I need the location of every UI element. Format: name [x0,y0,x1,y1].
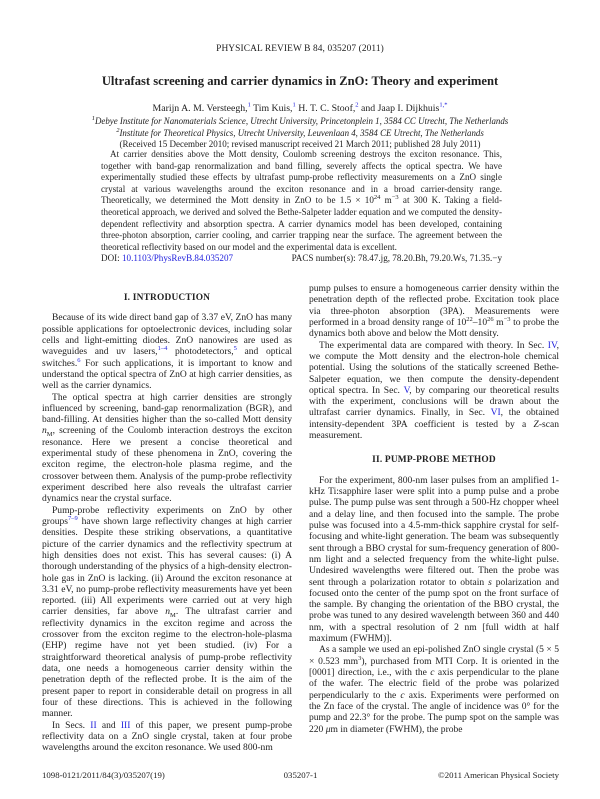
author-affiliation-link[interactable]: 1 [247,101,251,109]
text-run: of this paper, we present pump-probe reflectivity data on a ZnO single crystal, taken at four probe wavelengths around the exciton resonance. We used 800-nm [42,719,292,754]
text-run: For such applications, it is important to know and understand the optical spectra of ZnO at high carrier densities, as well as the carrier dynamics. [42,357,292,392]
subscript: M [170,612,176,620]
paragraph [42,720,292,754]
text-run: Pump-probe reflectivity experiments on ZnO by other groups [42,504,292,527]
doi-label: DOI: [101,253,120,263]
author-affiliation-link[interactable]: 2 [355,101,359,109]
paragraph [309,644,559,735]
italic-symbol: c [430,667,435,678]
superscript: 26 [487,315,494,323]
right-paragraphs-before [309,283,559,441]
text-run: The experimental data are compared with theory. In Sec. [319,339,548,351]
text-run: , by comparing our theoretical results with the experiment, conclusions will be drawn about the ultrafast carrier dynamics. Finally, in Sec. [309,384,559,419]
text-run: at 300 K. Taking a field-theoretical approach, we derived and solved the Bethe-Salpeter ladder equation and we computed the density-dependent reflectivity and absorption spectra. A carrier dynamics model has been developed, containing three-photon absorption, carrier cooling, and carrier trapping near the surface. The agreement between the theoretical reflectivity based on our model and the experimental data is excellent. [101,195,502,252]
paragraph [42,392,292,505]
text-run: , we compute the Mott density and the electron-hole chemical potential. Using the solutions of the statically screened Bethe-Salpeter equation, we then compute the density-dependent optical spectra. In Sec. [309,339,559,396]
text-run: At carrier densities above the Mott density, Coulomb screening destroys the exciton resonance. This, together with band-gap renormalization and band filling, severely affects the optical spectra. We have experimentally studied these effects by ultrafast pump-probe reflectivity measurements on a ZnO single crystal at various wavelengths around the exciton resonance and in a broad carrier-density range. Theoretically, we determined the Mott density in ZnO to be 1.5 × 10 [101,149,502,206]
page-footer [42,770,559,780]
affiliation-text: Institute for Theoretical Physics, Utrecht University, Leuvenlaan 4, 3584 CE Utrecht, The Netherlands [119,128,484,138]
text-run: In Secs. [52,719,91,731]
text-run: For the experiment, 800-nm laser pulses from an amplified 1-kHz Ti:sapphire laser were split into a pump pulse and a probe pulse. The pump pulse was sent through a 500-Hz chopper wheel and a delay line, and then focused into the sample. The probe pulse was focused into a 4.5-mm-thick sapphire crystal for self-focusing and white-light generation. The beam was subsequently sent through a BBO crystal for sum-frequency generation of 800-nm light and a selected frequency from the white-light pulse. Undesired wavelengths were filtered out. Then the probe was sent through a polarization rotator to obtain [309,474,560,588]
page-number: 035207-1 [283,770,318,780]
superscript: 3 [358,654,362,662]
section-heading-introduction: I. INTRODUCTION [123,293,211,303]
author-list [0,103,600,114]
superscript: 24 [373,194,381,202]
paragraph [309,283,559,340]
text-run: , screening of the Coulomb interaction destroys the exciton resonance. Here we present a concise theoretical and experimental study of these phenomena in ZnO, covering the exciton regime, the electron-hole plasma regime, and the crossover between them. Analysis of the pump-probe reflectivity experiment described here also reveals the ultrafast carrier dynamics near the crystal surface. [42,425,292,505]
text-run: -scan measurement. [309,418,559,442]
affiliation-number: 1 [91,115,96,123]
affiliation-1 [0,116,600,126]
section-link[interactable]: VI [490,407,501,419]
paragraph [42,505,292,720]
italic-symbol: μ [325,723,331,735]
footer-issn: 1098-0121/2011/84(3)/035207(19) [42,770,165,780]
text-run: axis. Experiments were performed on the Zn face of the crystal. The angle of incidence was 0° for the pump and 22.3° for the probe. The pump spot on the sample was 220 [309,689,559,735]
pacs-numbers: PACS number(s): 78.47.jg, 78.20.Bh, 79.20.Ws, 71.35.−y [291,253,502,263]
doi-link[interactable]: 10.1103/PhysRevB.84.035207 [121,253,234,263]
text-run: Because of its wide direct band gap of 3.37 eV, ZnO has many possible applications for optoelectronic devices, including solar cells and light-emitting diodes. ZnO nanowires are used as waveguides and uv lasers, [42,312,292,358]
paragraph [309,475,559,645]
section-link[interactable]: II [90,719,97,731]
text-run: axis perpendicular to the plane of the wafer. The electric field of the probe was polarized perpendicularly to the [309,667,560,701]
text-run: m [380,195,392,206]
paper-title: Ultrafast screening and carrier dynamics in ZnO: Theory and experiment [101,74,499,88]
author-name: Marijn A. M. Versteegh, [152,103,248,114]
text-run: and [96,719,121,731]
author-affiliation-link[interactable]: 1 [292,101,296,109]
right-column [309,283,559,735]
italic-symbol: s [488,576,492,588]
reference-link[interactable]: 1–4 [157,345,168,353]
superscript: 22 [466,315,473,323]
text-run: m in diameter (FWHM), the probe [330,723,463,735]
italic-symbol: c [400,689,405,701]
author-affiliation-link[interactable]: 1,* [439,101,448,109]
section-link[interactable]: III [120,719,131,731]
paragraph [309,340,559,442]
left-paragraphs [42,312,292,753]
reference-link[interactable]: 6 [77,356,81,364]
text-run: to probe the dynamics both above and below the Mott density. [309,316,559,340]
received-dates: (Received 15 December 2010; revised manuscript received 21 March 2011; published 28 July 2011) [119,139,481,149]
author-name: and Jaap I. Dijkhuis [358,103,440,114]
reference-link[interactable]: 5 [233,345,237,353]
text-run: The optical spectra at high carrier densities are strongly influenced by screening, band-gap renormalization (BGR), and band-filling. At densities higher than the so-called Mott density [42,391,292,426]
affiliation-number: 2 [116,127,120,135]
affiliation-text: Debye Institute for Nanomaterials Science, Utrecht University, Princetonplein 1, 3584 CC Utrecht, The Netherlands [95,116,509,126]
superscript: −3 [503,315,511,323]
author-name: Tim Kuis, [250,103,293,114]
author-name: H. T. C. Stoof, [295,103,356,114]
affiliation-2 [0,128,600,138]
abstract [101,149,502,253]
text-run: As a sample we used an epi-polished ZnO single crystal (5 × 5 × 0.523 mm [309,644,559,667]
italic-symbol: n [165,606,171,618]
text-run: –10 [472,316,488,328]
text-run: photodetectors, [167,346,234,358]
text-run: ), purchased from MTI Corp. It is oriented in the [0001] direction, i.e., with the [309,655,559,678]
text-run: have shown large reflectivity changes at high carrier densities. Despite these striking observations, a quantitative picture of the carrier dynamics and the reflectivity spectrum at high densities does not exist. This has several causes: (i) A thorough understanding of the physics of a high-density electron-hole gas in ZnO is lacking. (ii) Around the exciton resonance at 3.31 eV, no pump-probe reflectivity measurements have yet been reported. (iii) All experiments were carried out at very high carrier densities, far above [42,515,292,618]
text-run: and optical switches. [42,346,292,369]
paragraph [42,312,292,391]
text-run: , the obtained intensity-dependent 3PA coefficient is tested by a [309,407,559,430]
section-link[interactable]: V [403,384,410,396]
italic-symbol: Z [533,418,539,430]
text-run: . The ultrafast carrier and reflectivity dynamics in the exciton regime and across the crossover from the exciton regime to the electron-hole-plasma (EHP) regime have not yet been studied. (iv) For a straightforward theoretical analysis of pump-probe reflectivity data, one needs a homogeneous carrier density within the penetration depth of the reflected probe. It is the aim of the present paper to report in considerable detail on progress in all four of these directions. This is achieved in the following manner. [42,606,292,720]
copyright: ©2011 American Physical Society [438,770,559,780]
text-run: m [493,316,504,328]
left-column [42,287,292,754]
reference-link[interactable]: 7–9 [68,514,78,522]
text-run: polarization and focused onto the center of the pump spot on the front surface of the sample. By changing the orientation of the BBO crystal, the probe was tuned to any desired wavelength between 360 and 440 nm, with a spectral resolution of 2 nm [full width at half maximum (FWHM)]. [309,576,559,645]
section-heading-pump-probe-method: II. PUMP-PROBE METHOD [372,455,496,466]
section-link[interactable]: IV [547,339,557,351]
superscript: −3 [391,194,399,202]
subscript: M [46,431,53,439]
journal-header: PHYSICAL REVIEW B 84, 035207 (2011) [216,44,384,54]
right-paragraphs-after [309,475,559,735]
doi-line [101,253,502,263]
italic-symbol: n [42,425,47,437]
text-run: pump pulses to ensure a homogeneous carrier density within the penetration depth of the reflected probe. Excitation took place via three-photon absorption (3PA). Measurements were performed in a broad density range of 10 [309,283,559,328]
